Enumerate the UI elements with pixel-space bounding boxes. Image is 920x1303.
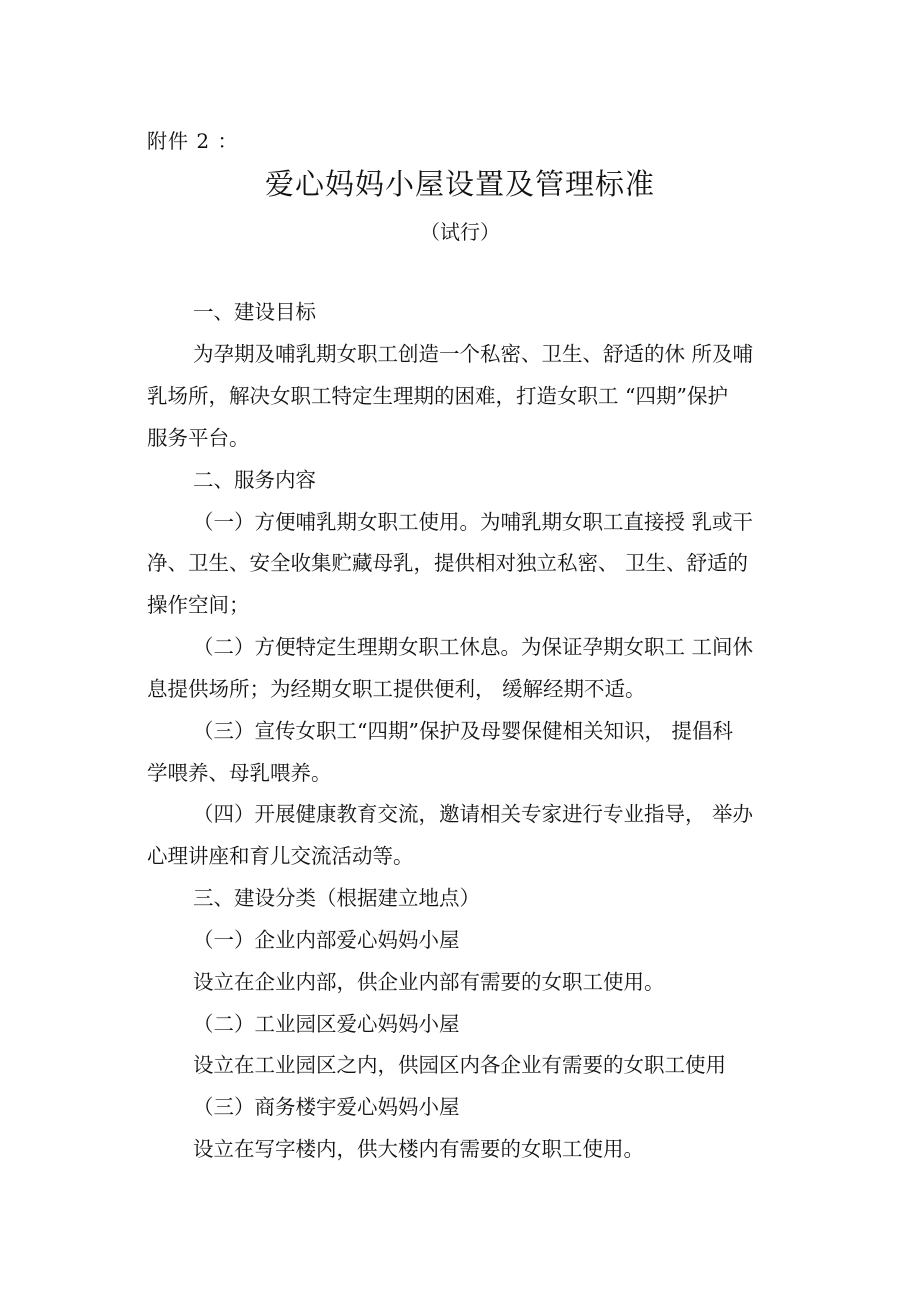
- paragraph-line: （三）宣传女职工“四期”保护及母婴保健相关知识， 提倡科: [193, 719, 733, 743]
- paragraph-line: 设立在工业园区之内，供园区内各企业有需要的女职工使用: [193, 1053, 726, 1077]
- section-heading-goals: 一、建设目标: [193, 300, 316, 324]
- paragraph-line: （二）方便特定生理期女职工休息。为保证孕期女职工 工间休: [193, 635, 754, 659]
- subsection-heading: （二）工业园区爱心妈妈小屋: [193, 1012, 460, 1036]
- paragraph-line: （一）方便哺乳期女职工使用。为哺乳期女职工直接授 乳或干: [193, 510, 754, 534]
- paragraph-line: 操作空间；: [147, 593, 250, 617]
- subsection-heading: （三）商务楼宇爱心妈妈小屋: [193, 1095, 460, 1119]
- paragraph-line: 乳场所，解决女职工特定生理期的困难，打造女职工 “四期”保护: [147, 384, 728, 408]
- document-title: 爱心妈妈小屋设置及管理标准: [264, 167, 655, 201]
- paragraph-line: 设立在写字楼内，供大楼内有需要的女职工使用。: [193, 1137, 644, 1161]
- paragraph-line: 息提供场所；为经期女职工提供便利， 缓解经期不适。: [147, 677, 646, 701]
- paragraph-line: 学喂养、母乳喂养。: [147, 761, 332, 785]
- section-heading-categories: 三、建设分类（根据建立地点）: [193, 886, 480, 910]
- paragraph-line: 服务平台。: [147, 426, 250, 450]
- section-heading-services: 二、服务内容: [193, 468, 316, 492]
- attachment-label: 附件 2 ：: [147, 129, 239, 153]
- paragraph-line: 为孕期及哺乳期女职工创造一个私密、卫生、舒适的休 所及哺: [193, 342, 754, 366]
- paragraph-line: 净、卫生、安全收集贮藏母乳，提供相对独立私密、 卫生、舒适的: [147, 551, 749, 575]
- subsection-heading: （一）企业内部爱心妈妈小屋: [193, 928, 460, 952]
- document-subtitle: （试行）: [420, 220, 500, 244]
- paragraph-line: 心理讲座和育儿交流活动等。: [147, 844, 414, 868]
- paragraph-line: （四）开展健康教育交流，邀请相关专家进行专业指导， 举办: [193, 802, 754, 826]
- paragraph-line: 设立在企业内部，供企业内部有需要的女职工使用。: [193, 970, 665, 994]
